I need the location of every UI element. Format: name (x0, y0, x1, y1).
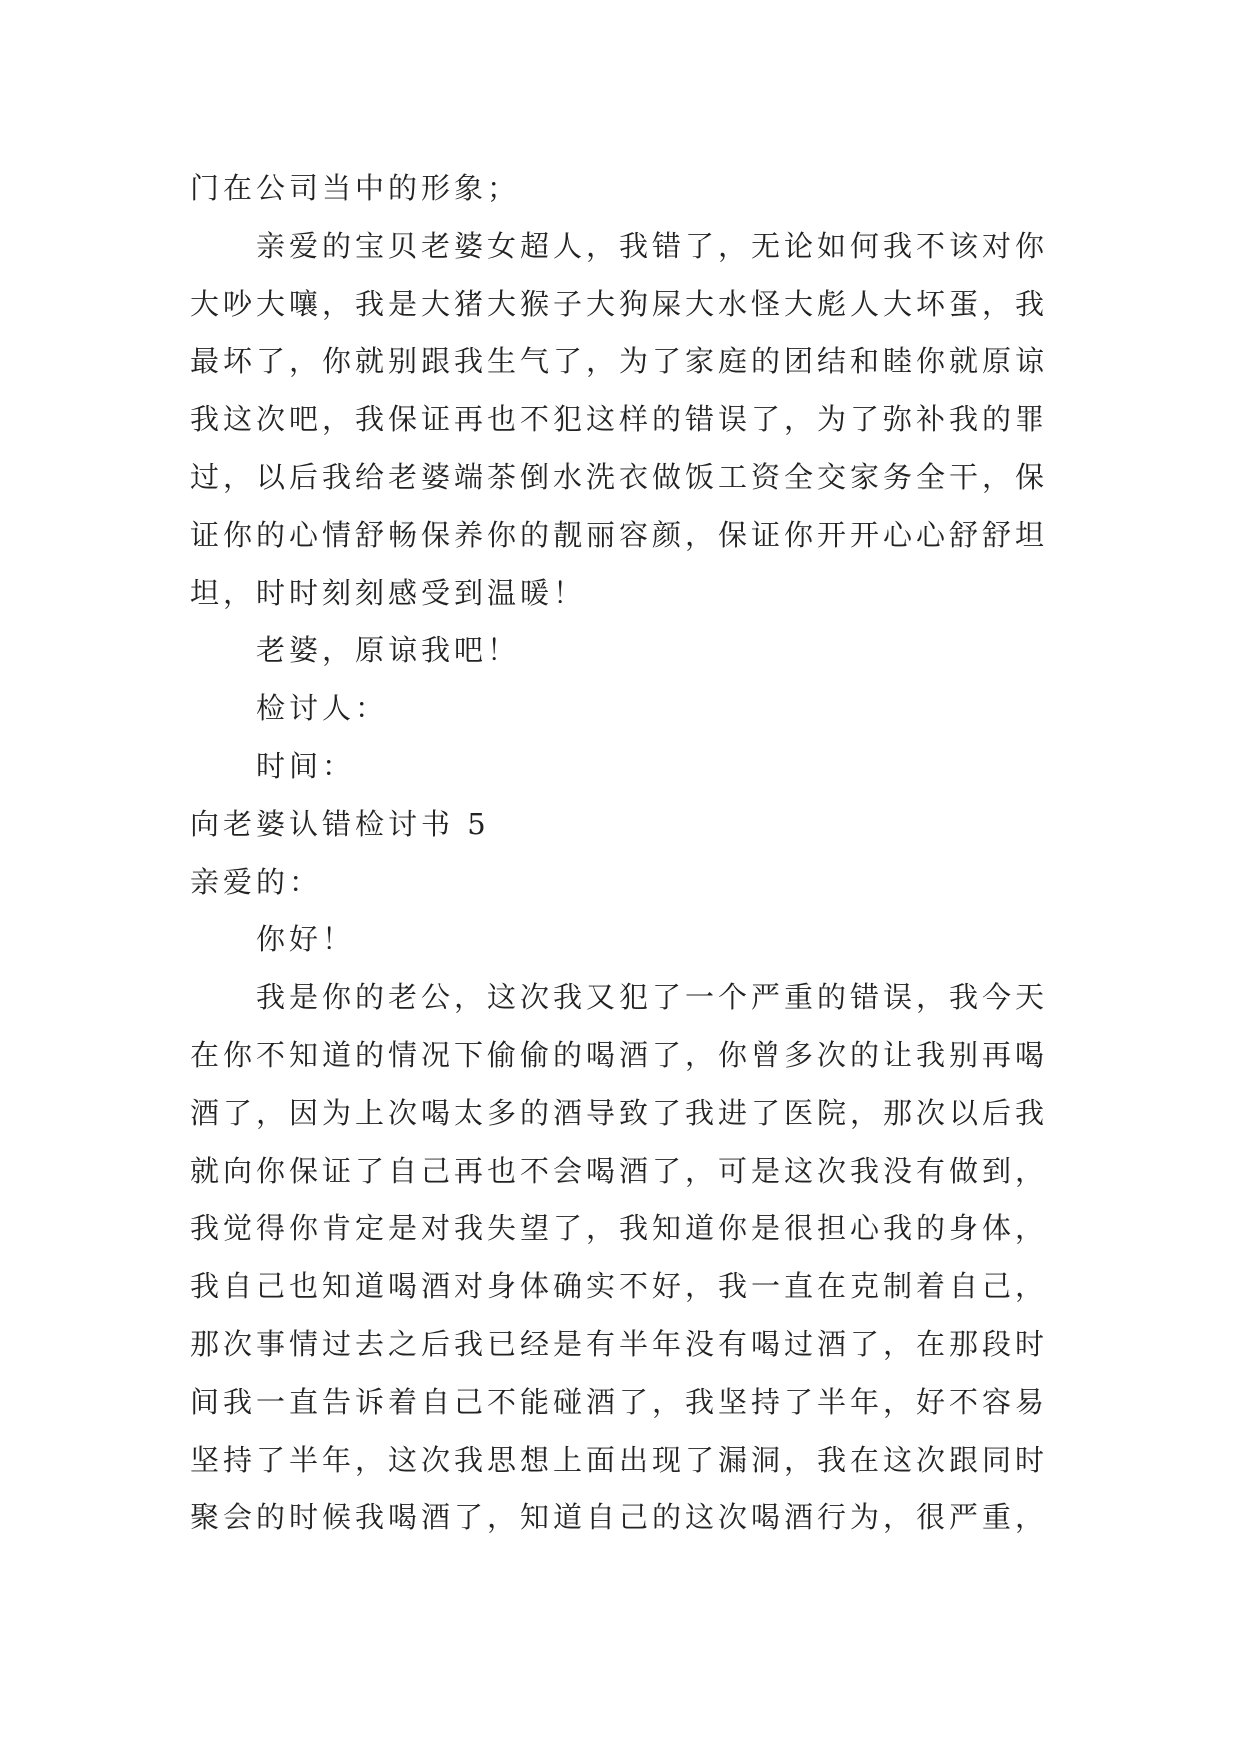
text-line: 我觉得你肯定是对我失望了，我知道你是很担心我的身体， (190, 1211, 1049, 1246)
date-label: 时间： (256, 748, 356, 783)
text-line: 那次事情过去之后我已经是有半年没有喝过酒了，在那段时 (190, 1326, 1049, 1361)
signature-label: 检讨人： (256, 691, 389, 726)
text-line: 坚持了半年，这次我思想上面出现了漏洞，我在这次跟同时 (190, 1442, 1049, 1477)
text-line: 过，以后我给老婆端茶倒水洗衣做饭工资全交家务全干，保 (190, 459, 1049, 494)
paragraph-start: 亲爱的宝贝老婆女超人，我错了，无论如何我不该对你 (256, 228, 1049, 263)
text-line: 间我一直告诉着自己不能碰酒了，我坚持了半年，好不容易 (190, 1384, 1049, 1419)
section-title: 向老婆认错检讨书 5 (190, 806, 490, 841)
text-line: 我自己也知道喝酒对身体确实不好，我一直在克制着自己， (190, 1269, 1049, 1304)
text-line: 我这次吧，我保证再也不犯这样的错误了，为了弥补我的罪 (190, 402, 1049, 437)
text-line: 在你不知道的情况下偷偷的喝酒了，你曾多次的让我别再喝 (190, 1037, 1049, 1072)
text-line: 就向你保证了自己再也不会喝酒了，可是这次我没有做到， (190, 1153, 1049, 1188)
greeting: 你好！ (256, 922, 356, 957)
paragraph-start: 老婆，原谅我吧！ (256, 633, 521, 668)
text-line: 最坏了，你就别跟我生气了，为了家庭的团结和睦你就原谅 (190, 344, 1049, 379)
text-line: 酒了，因为上次喝太多的酒导致了我进了医院，那次以后我 (190, 1095, 1049, 1130)
text-line: 门在公司当中的形象； (190, 171, 521, 205)
text-line: 大吵大嚷，我是大猪大猴子大狗屎大水怪大彪人大坏蛋，我 (190, 286, 1049, 321)
salutation: 亲爱的： (190, 864, 323, 899)
document-page (190, 160, 1070, 1547)
text-line: 坦，时时刻刻感受到温暖！ (190, 575, 587, 610)
text-line: 证你的心情舒畅保养你的靓丽容颜，保证你开开心心舒舒坦 (190, 517, 1049, 552)
text-line: 聚会的时候我喝酒了，知道自己的这次喝酒行为，很严重， (190, 1500, 1049, 1535)
paragraph-start: 我是你的老公，这次我又犯了一个严重的错误，我今天 (256, 980, 1049, 1015)
